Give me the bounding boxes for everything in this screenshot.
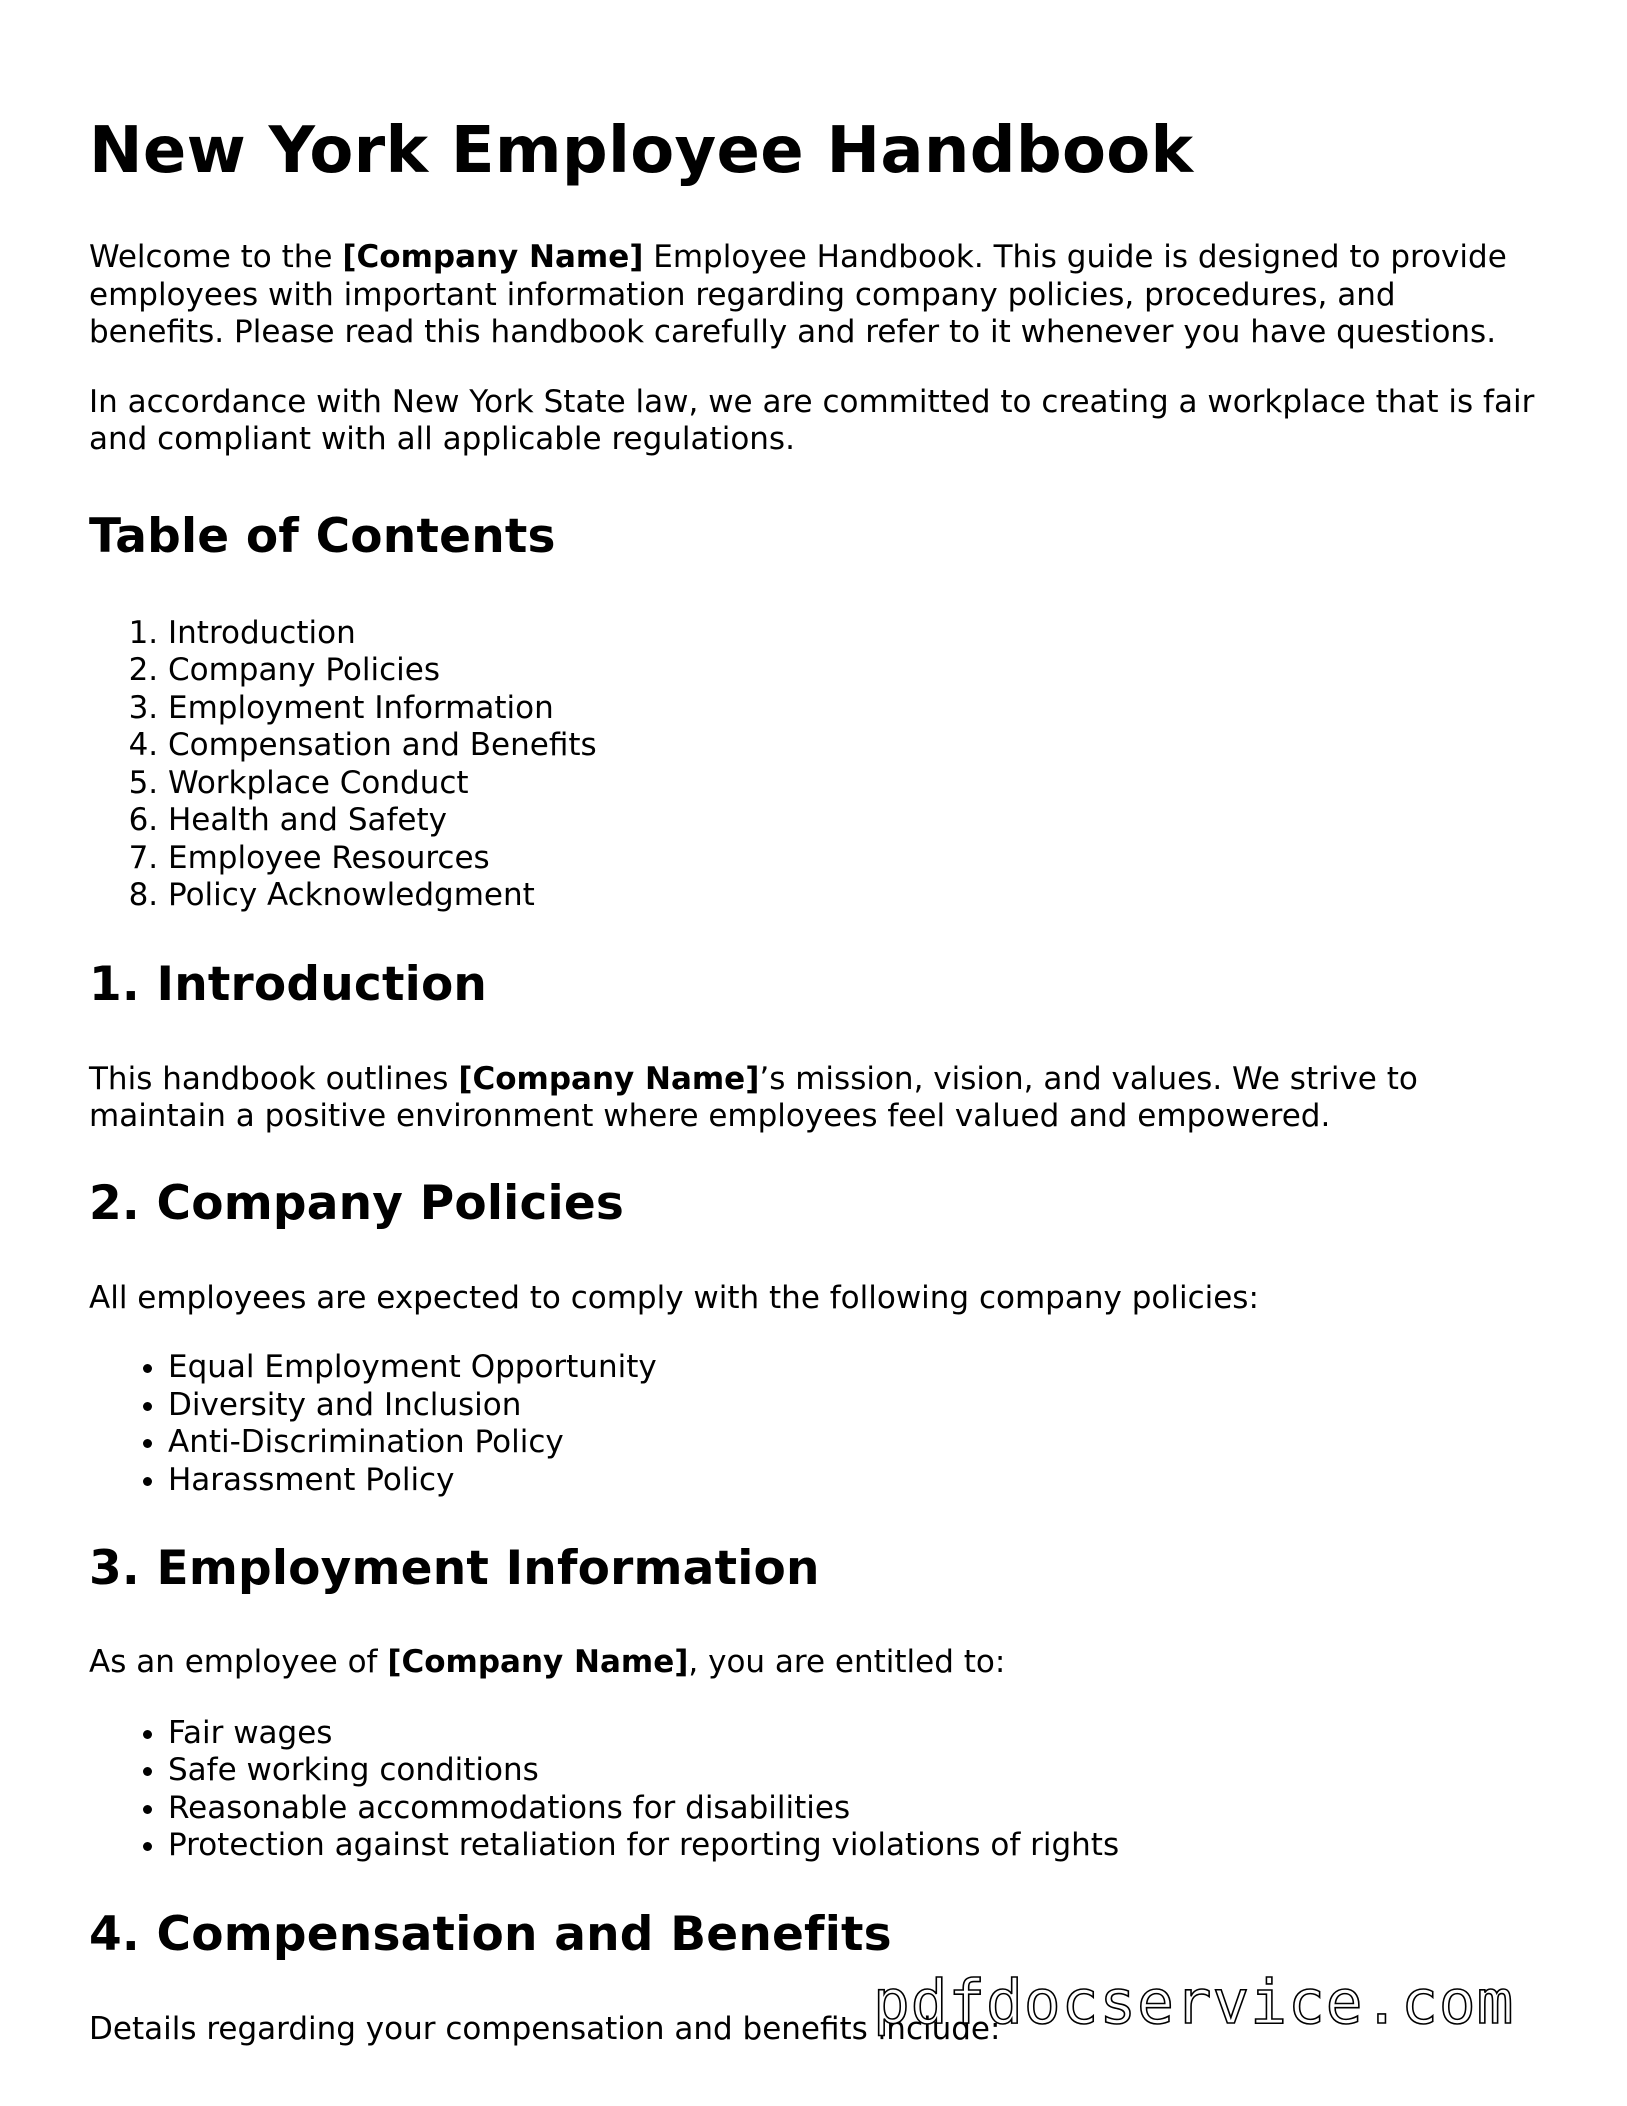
intro-paragraph-2: In accordance with New York State law, we are committed to creating a workplace that is fair and compliant with all applicable regulations.: [89, 383, 1535, 457]
document-title: New York Employee Handbook: [89, 114, 1194, 188]
section-3-text-before: As an employee of: [89, 1644, 388, 1680]
toc-item-workplace-conduct: 5. Workplace Conduct: [168, 765, 1539, 803]
toc-item-introduction: 1. Introduction: [168, 615, 1539, 653]
list-item: • Reasonable accommodations for disabilities: [168, 1790, 1539, 1828]
list-item: • Safe working conditions: [168, 1752, 1539, 1790]
toc-item-employment-information: 3. Employment Information: [168, 690, 1539, 728]
section-1-heading: 1. Introduction: [89, 956, 488, 1012]
section-1-text-after: ’s mission, vision, and values. We strive to maintain a positive environment where employees feel valued and empowered.: [89, 1060, 1418, 1134]
section-4-heading: 4. Compensation and Benefits: [89, 1906, 892, 1962]
section-3-heading: 3. Employment Information: [89, 1541, 820, 1596]
list-item: • Diversity and Inclusion: [168, 1387, 1539, 1425]
document-page: [89, 0, 1539, 2048]
toc-item-health-safety: 6. Health and Safety: [168, 802, 1539, 840]
watermark: pdfdocservice.com: [873, 1967, 1515, 2038]
toc-item-company-policies: 2. Company Policies: [168, 652, 1539, 690]
toc-list: [89, 615, 1539, 915]
section-2-text: All employees are expected to comply with the following company policies:: [89, 1279, 1259, 1316]
section-3-entitlement-list: [89, 1715, 1539, 1865]
intro-text-before: Welcome to the: [89, 239, 343, 275]
company-name-placeholder: [Company Name]: [458, 1060, 760, 1097]
company-name-placeholder: [Company Name]: [387, 1644, 689, 1680]
list-item: • Fair wages: [168, 1715, 1539, 1753]
list-item: • Equal Employment Opportunity: [168, 1349, 1539, 1387]
company-name-placeholder: [Company Name]: [342, 239, 644, 275]
intro-text-after: Employee Handbook. This guide is designed to provide employees with important information regarding company policies, procedures, and benefits. Please read this handbook carefully and refer to it whenever you have questions.: [89, 239, 1507, 350]
toc-item-employee-resources: 7. Employee Resources: [168, 840, 1539, 878]
section-3-text: [89, 1644, 1539, 1682]
list-item: • Anti-Discrimination Policy: [168, 1424, 1539, 1462]
section-2-heading: 2. Company Policies: [89, 1175, 625, 1231]
section-4-text: Details regarding your compensation and benefits include:: [89, 2010, 1001, 2047]
list-item: • Protection against retaliation for reporting violations of rights: [168, 1827, 1539, 1865]
section-1-text-before: This handbook outlines: [89, 1060, 459, 1097]
section-3-text-after: , you are entitled to:: [688, 1644, 1006, 1680]
list-item: • Harassment Policy: [168, 1462, 1539, 1500]
toc-item-policy-acknowledgment: 8. Policy Acknowledgment: [168, 877, 1539, 915]
intro-paragraph-1: [89, 239, 1539, 352]
toc-item-compensation-benefits: 4. Compensation and Benefits: [168, 727, 1539, 765]
toc-heading: Table of Contents: [89, 508, 556, 564]
section-1-text: [89, 1061, 1539, 1136]
section-2-policy-list: [89, 1349, 1539, 1499]
